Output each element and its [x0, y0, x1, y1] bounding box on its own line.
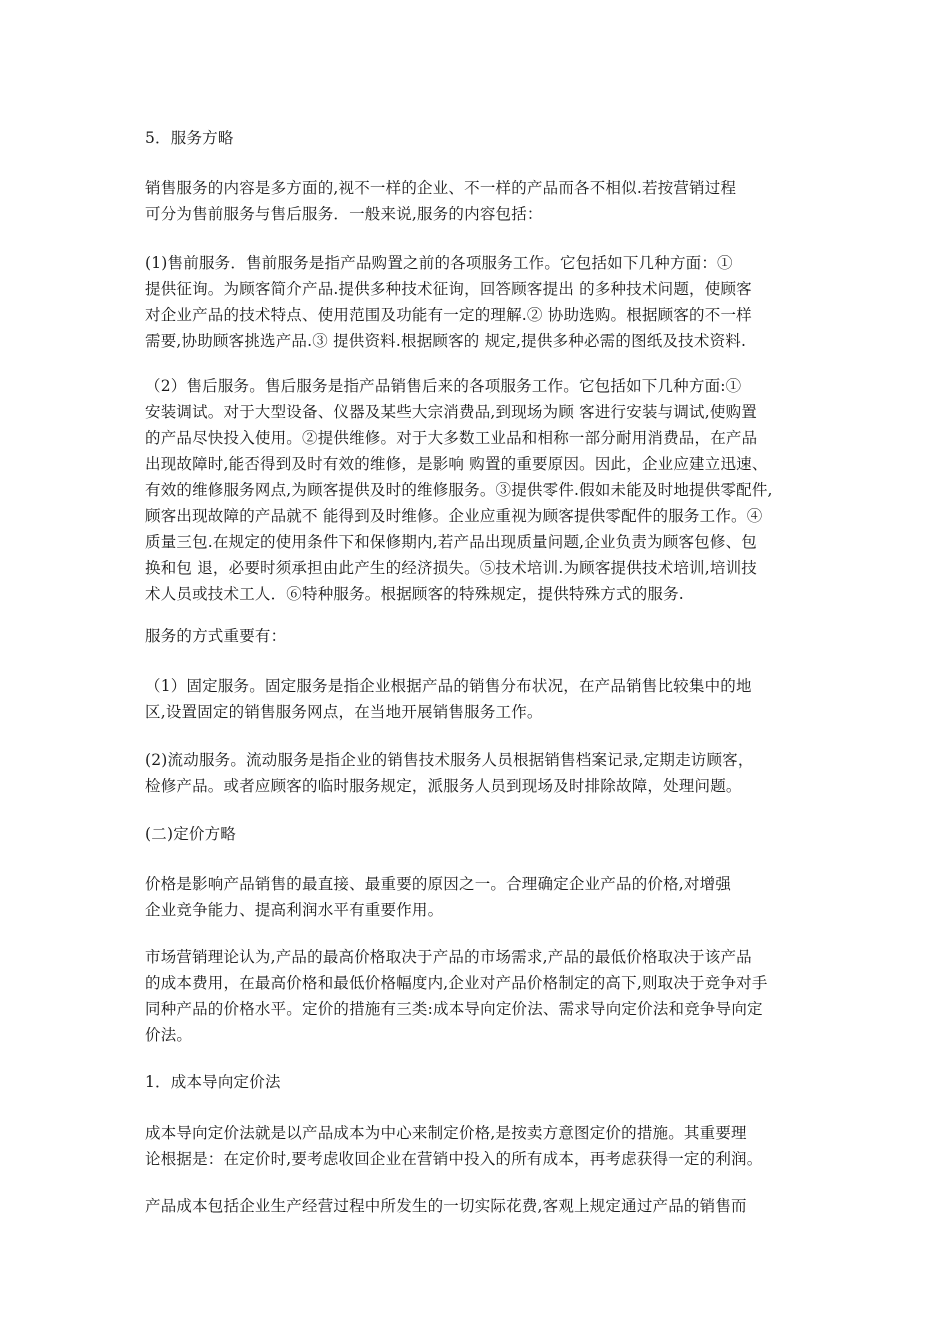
- paragraph-after-sale: （2）售后服务。售后服务是指产品销售后来的各项服务工作。它包括如下几种方面:① 安装调试。对于大型设备、仪器及某些大宗消费品,到现场为顾 客进行安装与调试,使购置 的产品尽快投入使用。②提供维修。对于大多数工业品和相称一部分耐用消费品，在产品 出现故障时,能否得到及时有效的维修，是影响 购置的重要原因。因此，企业应建立迅速、 有效的维修服务网点,为顾客提供及时的维修服务。③提供零件.假如未能及时地提供零配件, 顾客出现故障的产品就不 能得到及时维修。企业应重视为顾客提供零配件的服务工作。④ 质量三包.在规定的使用条件下和保修期内,若产品出现质量问题,企业负责为顾客包修、包 换和包 退，必要时须承担由此产生的经济损失。⑤技术培训.为顾客提供技术培训,培训技 术人员或技术工人．⑥特种服务。根据顾客的特殊规定，提供特殊方式的服务.: [145, 377, 773, 603]
- paragraph-mobile-service: (2)流动服务。流动服务是指企业的销售技术服务人员根据销售档案记录,定期走访顾客， 检修产品。或者应顾客的临时服务规定，派服务人员到现场及时排除故障，处理问题。: [145, 751, 754, 795]
- paragraph-service-methods: 服务的方式重要有：: [145, 627, 287, 645]
- paragraph-marketing-theory: 市场营销理论认为,产品的最高价格取决于产品的市场需求,产品的最低价格取决于该产品 的成本费用，在最高价格和最低价格幅度内,企业对产品价格制定的高下,则取决于竞争对手 同种产品的价格水平。定价的措施有三类:成本导向定价法、需求导向定价法和竞争导向定 价法。: [145, 948, 768, 1044]
- paragraph-cost-oriented-definition: 成本导向定价法就是以产品成本为中心来制定价格,是按卖方意图定价的措施。其重要理 论根据是：在定价时,要考虑收回企业在营销中投入的所有成本，再考虑获得一定的利润。: [145, 1124, 763, 1168]
- heading-cost-oriented-pricing: 1．成本导向定价法: [145, 1073, 281, 1091]
- paragraph-pre-sale: (1)售前服务．售前服务是指产品购置之前的各项服务工作。它包括如下几种方面：① 提供征询。为顾客简介产品.提供多种技术征询，回答顾客提出 的多种技术问题，使顾客 对企业产品的技术特点、使用范围及功能有一定的理解.② 协助选购。根据顾客的不一样 需要,协助顾客挑选产品.③ 提供资料.根据顾客的 规定,提供多种必需的图纸及技术资料.: [145, 254, 752, 350]
- heading-pricing-strategy: (二)定价方略: [145, 825, 236, 843]
- paragraph-intro: 销售服务的内容是多方面的,视不一样的企业、不一样的产品而各不相似.若按营销过程 可分为售前服务与售后服务．一般来说,服务的内容包括：: [145, 179, 737, 223]
- heading-service-strategy: 5．服务方略: [145, 129, 234, 147]
- paragraph-pricing-intro: 价格是影响产品销售的最直接、最重要的原因之一。合理确定企业产品的价格,对增强 企业竞争能力、提高利润水平有重要作用。: [145, 875, 732, 919]
- paragraph-fixed-service: （1）固定服务。固定服务是指企业根据产品的销售分布状况，在产品销售比较集中的地 区,设置固定的销售服务网点，在当地开展销售服务工作。: [145, 677, 752, 721]
- paragraph-product-cost: 产品成本包括企业生产经营过程中所发生的一切实际花费,客观上规定通过产品的销售而: [145, 1197, 747, 1215]
